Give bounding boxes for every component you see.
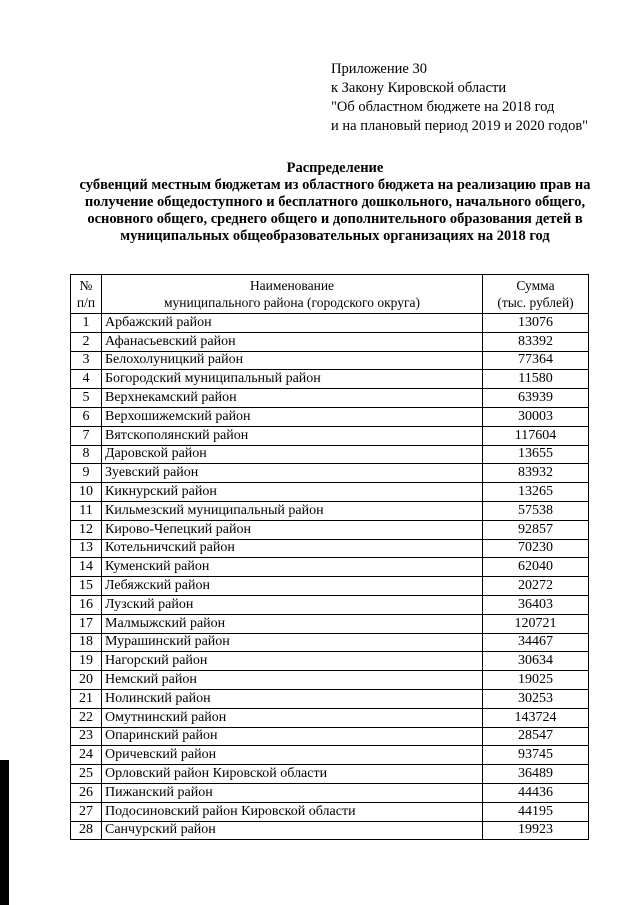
table-row — [71, 727, 589, 746]
header-name-line1: Наименование — [249, 278, 335, 293]
district-name: Кильмезский муниципальный район — [102, 501, 483, 520]
subvention-amount: 93745 — [483, 746, 589, 765]
table-row — [71, 783, 589, 802]
table-row — [71, 351, 589, 370]
title-line: муниципальных общеобразовательных организациях на 2018 год — [120, 228, 550, 244]
table-row — [71, 501, 589, 520]
subvention-amount: 13265 — [483, 483, 589, 502]
row-number: 9 — [71, 464, 102, 483]
row-number: 11 — [71, 501, 102, 520]
district-name: Вятскополянский район — [102, 426, 483, 445]
subvention-amount: 19025 — [483, 671, 589, 690]
table-row — [71, 445, 589, 464]
subvention-amount: 19923 — [483, 821, 589, 840]
row-number: 16 — [71, 595, 102, 614]
district-name: Лебяжский район — [102, 577, 483, 596]
row-number: 22 — [71, 708, 102, 727]
table-row — [71, 389, 589, 408]
subvention-amount: 83392 — [483, 332, 589, 351]
subvention-amount: 13076 — [483, 314, 589, 333]
table-row — [71, 671, 589, 690]
annex-line: и на плановый период 2019 и 2020 годов" — [331, 118, 589, 134]
annex-line: к Закону Кировской области — [331, 80, 507, 96]
subvention-amount: 28547 — [483, 727, 589, 746]
title-line: получение общедоступного и бесплатного дошкольного, начального общего, — [84, 194, 586, 210]
table-row — [71, 689, 589, 708]
header-sum-line2: (тыс. рублей) — [497, 295, 574, 310]
row-number: 10 — [71, 483, 102, 502]
table-row — [71, 577, 589, 596]
row-number: 8 — [71, 445, 102, 464]
row-number: 15 — [71, 577, 102, 596]
row-number: 7 — [71, 426, 102, 445]
subvention-amount: 70230 — [483, 539, 589, 558]
row-number: 21 — [71, 689, 102, 708]
row-number: 24 — [71, 746, 102, 765]
subvention-amount: 11580 — [483, 370, 589, 389]
row-number: 28 — [71, 821, 102, 840]
subvention-amount: 34467 — [483, 633, 589, 652]
row-number: 14 — [71, 558, 102, 577]
district-name: Куменский район — [102, 558, 483, 577]
row-number: 1 — [71, 314, 102, 333]
row-number: 19 — [71, 652, 102, 671]
subvention-amount: 13655 — [483, 445, 589, 464]
table-row — [71, 370, 589, 389]
annex-line: "Об областном бюджете на 2018 год — [331, 99, 555, 115]
subvention-amount: 20272 — [483, 577, 589, 596]
header-sum — [483, 275, 589, 314]
subvention-amount: 77364 — [483, 351, 589, 370]
district-name: Кирово-Чепецкий район — [102, 520, 483, 539]
header-name — [102, 275, 483, 314]
district-name: Мурашинский район — [102, 633, 483, 652]
district-name: Подосиновский район Кировской области — [102, 802, 483, 821]
scan-edge-mark — [0, 760, 9, 905]
row-number: 26 — [71, 783, 102, 802]
table-row — [71, 407, 589, 426]
title-line: Распределение — [286, 160, 384, 176]
row-number: 3 — [71, 351, 102, 370]
document-title — [40, 160, 630, 245]
subvention-amount: 44436 — [483, 783, 589, 802]
header-number-line1: № — [79, 278, 93, 293]
subvention-amount: 92857 — [483, 520, 589, 539]
district-name: Нагорский район — [102, 652, 483, 671]
table-row — [71, 558, 589, 577]
row-number: 4 — [71, 370, 102, 389]
district-name: Афанасьевский район — [102, 332, 483, 351]
table-row — [71, 314, 589, 333]
table-row — [71, 595, 589, 614]
header-number — [71, 275, 102, 314]
subvention-amount: 30253 — [483, 689, 589, 708]
table-row — [71, 614, 589, 633]
table-row — [71, 539, 589, 558]
subvention-amount: 62040 — [483, 558, 589, 577]
row-number: 18 — [71, 633, 102, 652]
district-name: Богородский муниципальный район — [102, 370, 483, 389]
row-number: 13 — [71, 539, 102, 558]
subvention-amount: 30003 — [483, 407, 589, 426]
row-number: 2 — [71, 332, 102, 351]
district-name: Лузский район — [102, 595, 483, 614]
table-row — [71, 802, 589, 821]
distribution-table — [70, 274, 589, 840]
table-row — [71, 483, 589, 502]
subvention-amount: 36489 — [483, 765, 589, 784]
subvention-amount: 143724 — [483, 708, 589, 727]
annex-block — [331, 60, 588, 136]
subvention-amount: 117604 — [483, 426, 589, 445]
table-row — [71, 765, 589, 784]
row-number: 5 — [71, 389, 102, 408]
row-number: 6 — [71, 407, 102, 426]
table-row — [71, 633, 589, 652]
district-name: Зуевский район — [102, 464, 483, 483]
subvention-amount: 30634 — [483, 652, 589, 671]
table-row — [71, 708, 589, 727]
subvention-amount: 36403 — [483, 595, 589, 614]
district-name: Верхошижемский район — [102, 407, 483, 426]
table-row — [71, 746, 589, 765]
table-row — [71, 652, 589, 671]
header-name-line2: муниципального района (городского округа) — [163, 295, 421, 310]
district-name: Котельничский район — [102, 539, 483, 558]
district-name: Верхнекамский район — [102, 389, 483, 408]
annex-line: Приложение 30 — [331, 61, 427, 77]
row-number: 20 — [71, 671, 102, 690]
subvention-amount: 44195 — [483, 802, 589, 821]
subvention-amount: 83932 — [483, 464, 589, 483]
subvention-amount: 63939 — [483, 389, 589, 408]
district-name: Омутнинский район — [102, 708, 483, 727]
table-header-row — [71, 275, 589, 314]
district-name: Арбажский район — [102, 314, 483, 333]
subvention-amount: 57538 — [483, 501, 589, 520]
district-name: Пижанский район — [102, 783, 483, 802]
district-name: Санчурский район — [102, 821, 483, 840]
table-row — [71, 520, 589, 539]
district-name: Орловский район Кировской области — [102, 765, 483, 784]
district-name: Даровской район — [102, 445, 483, 464]
district-name: Кикнурский район — [102, 483, 483, 502]
header-sum-line1: Сумма — [516, 278, 555, 293]
district-name: Малмыжский район — [102, 614, 483, 633]
district-name: Белохолуницкий район — [102, 351, 483, 370]
row-number: 12 — [71, 520, 102, 539]
table-row — [71, 426, 589, 445]
row-number: 25 — [71, 765, 102, 784]
district-name: Немский район — [102, 671, 483, 690]
subvention-amount: 120721 — [483, 614, 589, 633]
title-line: основного общего, среднего общего и дополнительного образования детей в — [87, 211, 583, 227]
row-number: 17 — [71, 614, 102, 633]
title-line: субвенций местным бюджетам из областного бюджета на реализацию прав на — [79, 177, 591, 193]
table-row — [71, 821, 589, 840]
table-row — [71, 464, 589, 483]
header-number-line2: п/п — [76, 295, 96, 310]
row-number: 27 — [71, 802, 102, 821]
table-row — [71, 332, 589, 351]
district-name: Нолинский район — [102, 689, 483, 708]
district-name: Опаринский район — [102, 727, 483, 746]
district-name: Оричевский район — [102, 746, 483, 765]
row-number: 23 — [71, 727, 102, 746]
